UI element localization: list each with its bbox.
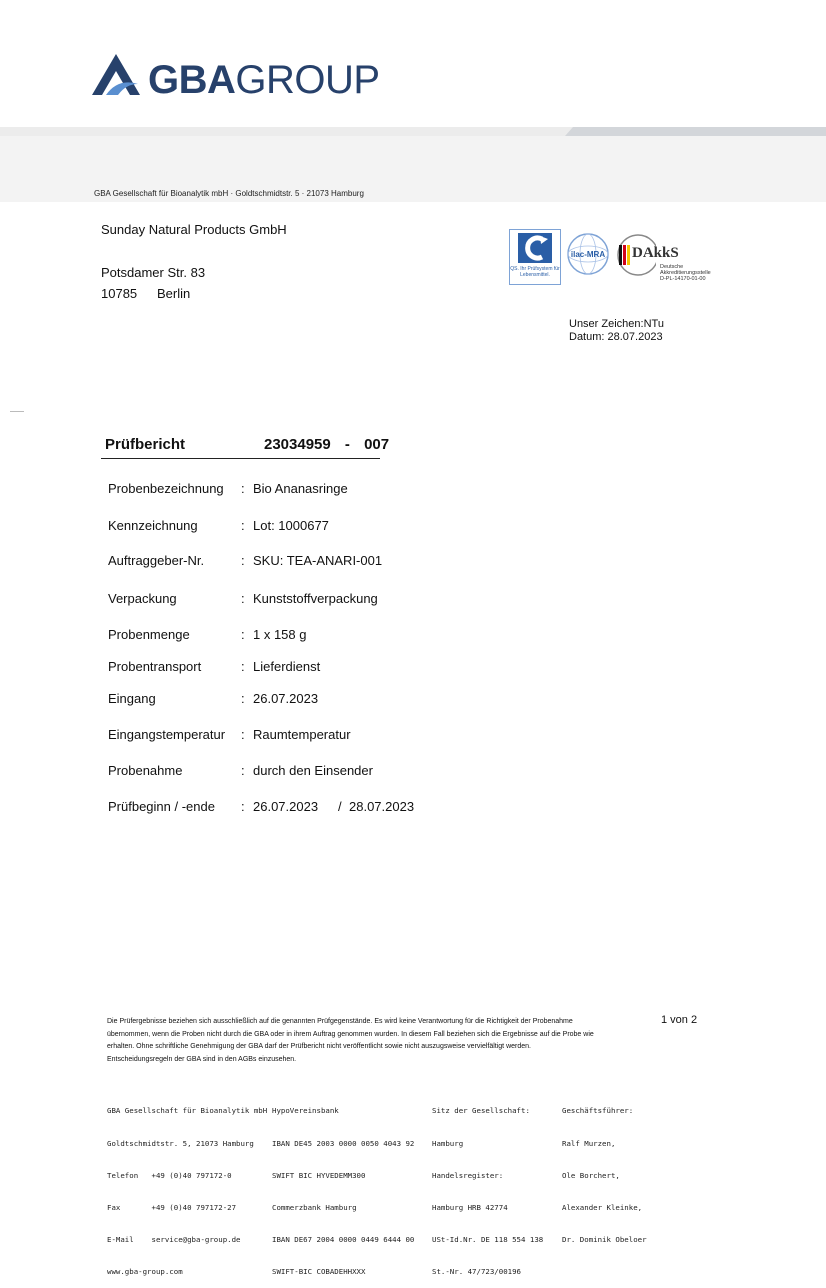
dakks-line3: D-PL-14170-01-00 bbox=[660, 276, 706, 282]
footer-line: www.gba-group.com bbox=[107, 1266, 183, 1276]
gba-logo-icon bbox=[92, 54, 144, 96]
field-value: SKU: TEA-ANARI-001 bbox=[253, 553, 383, 568]
report-date: Datum: 28.07.2023 bbox=[569, 331, 663, 343]
footer-line: HypoVereinsbank bbox=[272, 1106, 339, 1116]
disclaimer-line: erhalten. Ohne schriftliche Genehmigung der GBA darf der Prüfbericht nicht veröffentlicht sowie nicht auszugsweise vervielfältigt werden. bbox=[107, 1043, 531, 1050]
footer-line: Dr. Dominik Obeloer bbox=[562, 1234, 647, 1244]
field-colon: : bbox=[241, 763, 245, 778]
brand-name-light: GROUP bbox=[235, 58, 380, 102]
field-value: 26.07.2023 bbox=[253, 799, 319, 814]
footer-line: Fax +49 (0)40 797172-27 bbox=[107, 1202, 237, 1212]
field-colon: : bbox=[241, 799, 245, 814]
field-label: Prüfbeginn / -ende bbox=[108, 799, 215, 814]
footer-line: Handelsregister: bbox=[432, 1170, 504, 1180]
field-label: Kennzeichnung bbox=[108, 518, 198, 533]
field-colon: : bbox=[241, 481, 245, 496]
report-number-main: 23034959 bbox=[264, 436, 331, 453]
footer-line: IBAN DE45 2003 0000 0050 4043 92 bbox=[272, 1138, 415, 1148]
footer-management bbox=[562, 1085, 647, 1256]
footer-line: Hamburg HRB 42774 bbox=[432, 1202, 508, 1212]
footer-line: Commerzbank Hamburg bbox=[272, 1202, 357, 1212]
qs-caption: QS. Ihr Prüfsystem für Lebensmittel. bbox=[510, 266, 560, 278]
field-label: Verpackung bbox=[108, 591, 177, 606]
header-band-accent bbox=[565, 127, 826, 136]
field-colon: : bbox=[241, 627, 245, 642]
footer-bank bbox=[272, 1085, 414, 1288]
qs-logo-icon bbox=[509, 229, 561, 285]
field-colon: : bbox=[241, 518, 245, 533]
field-label: Eingang bbox=[108, 691, 156, 706]
ilac-label: ilac-MRA bbox=[570, 250, 606, 259]
recipient-city: Berlin bbox=[157, 286, 191, 301]
footer-line: SWIFT BIC HYVEDEMM300 bbox=[272, 1170, 366, 1180]
field-colon: : bbox=[241, 591, 245, 606]
footer-line: St.-Nr. 47/723/00196 bbox=[432, 1266, 521, 1276]
footer-company bbox=[107, 1085, 267, 1288]
ilac-mra-logo-icon bbox=[566, 232, 610, 276]
field-value-end: 28.07.2023 bbox=[349, 799, 415, 814]
report-title-row bbox=[101, 434, 390, 459]
field-colon: : bbox=[241, 553, 245, 568]
footer-line: SWIFT-BIC COBADEHHXXX bbox=[272, 1266, 366, 1276]
field-value: durch den Einsender bbox=[253, 763, 373, 778]
footer-line: Goldtschmidtstr. 5, 21073 Hamburg bbox=[107, 1138, 254, 1148]
field-value: Lieferdienst bbox=[253, 659, 321, 674]
field-value: Lot: 1000677 bbox=[253, 518, 329, 533]
field-value: Bio Ananasringe bbox=[253, 481, 348, 496]
footer-line: USt-Id.Nr. DE 118 554 138 bbox=[432, 1234, 544, 1244]
page-number: 1 von 2 bbox=[661, 1014, 698, 1026]
dakks-line1: Deutsche bbox=[660, 264, 684, 270]
brand-logo bbox=[148, 58, 380, 102]
unser-zeichen: Unser Zeichen:NTu bbox=[569, 318, 664, 330]
footer-line: Geschäftsführer: bbox=[562, 1106, 634, 1116]
report-number-separator: - bbox=[344, 436, 350, 453]
footer-line: GBA Gesellschaft für Bioanalytik mbH bbox=[107, 1106, 268, 1116]
sender-line: GBA Gesellschaft für Bioanalytik mbH · Goldtschmidtstr. 5 · 21073 Hamburg bbox=[94, 189, 364, 198]
field-value: Raumtemperatur bbox=[253, 727, 351, 742]
field-label: Eingangstemperatur bbox=[108, 727, 226, 742]
field-value-separator: / bbox=[338, 799, 342, 814]
footer-line: Sitz der Gesellschaft: bbox=[432, 1106, 530, 1116]
field-label: Probenahme bbox=[108, 763, 183, 778]
brand-name-bold: GBA bbox=[148, 58, 236, 102]
footer-line: Ralf Murzen, bbox=[562, 1138, 616, 1148]
recipient-company: Sunday Natural Products GmbH bbox=[101, 222, 287, 237]
disclaimer-line: Entscheidungsregeln der GBA sind in den AGBs einzusehen. bbox=[107, 1055, 297, 1063]
footer-line: Alexander Kleinke, bbox=[562, 1202, 643, 1212]
field-value: 1 x 158 g bbox=[253, 627, 307, 642]
disclaimer-line: Die Prüfergebnisse beziehen sich ausschließlich auf die genannten Prüfgegenstände. Es wird keine Verantwortung für die Richtigkeit der Probenahme bbox=[107, 1018, 573, 1025]
recipient-zip: 10785 bbox=[101, 286, 138, 301]
field-colon: : bbox=[241, 659, 245, 674]
footer-line: E-Mail service@gba-group.de bbox=[107, 1234, 241, 1244]
report-number-suffix: 007 bbox=[364, 436, 390, 453]
footer-line: Hamburg bbox=[432, 1138, 464, 1148]
disclaimer-line: übernommen, wenn die Proben nicht durch die GBA oder in ihrem Auftrag genommen wurden. In diesem Fall beziehen sich die Ergebnisse auf die Probe wie bbox=[107, 1030, 594, 1038]
field-label: Probentransport bbox=[108, 659, 202, 674]
report-title: Prüfbericht bbox=[105, 436, 186, 453]
footer-registry bbox=[432, 1085, 543, 1288]
field-value: 26.07.2023 bbox=[253, 691, 319, 706]
dakks-line2: Akkreditierungsstelle bbox=[660, 270, 711, 276]
disclaimer bbox=[107, 1016, 627, 1066]
footer-line: Ole Borchert, bbox=[562, 1170, 620, 1180]
field-label: Auftraggeber-Nr. bbox=[108, 553, 205, 568]
footer-line: Telefon +49 (0)40 797172-0 bbox=[107, 1170, 232, 1180]
recipient-street: Potsdamer Str. 83 bbox=[101, 265, 206, 280]
fold-mark bbox=[10, 411, 24, 412]
footer-line: IBAN DE67 2004 0000 0449 6444 00 bbox=[272, 1234, 415, 1244]
field-value: Kunststoffverpackung bbox=[253, 591, 378, 606]
field-colon: : bbox=[241, 727, 245, 742]
field-colon: : bbox=[241, 691, 245, 706]
field-label: Probenmenge bbox=[108, 627, 190, 642]
report-number bbox=[264, 436, 389, 453]
dakks-label: DAkkS bbox=[632, 245, 679, 261]
dakks-logo-icon bbox=[616, 233, 726, 285]
field-label: Probenbezeichnung bbox=[108, 481, 224, 496]
